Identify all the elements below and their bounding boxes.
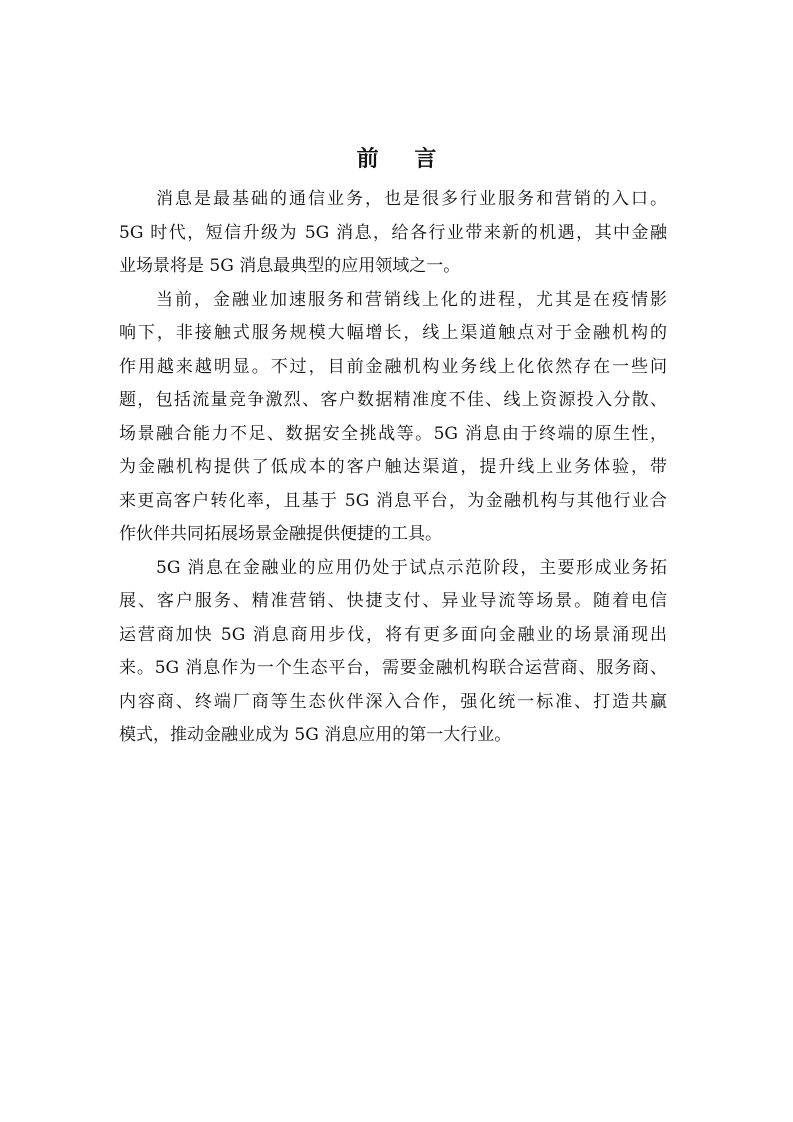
paragraph-line: 运营商加快 5G 消息商用步伐，将有更多面向金融业的场景涌现出 xyxy=(119,624,667,645)
paragraph xyxy=(119,552,667,753)
paragraph-line: 场景融合能力不足、数据安全挑战等。5G 消息由于终端的原生性， xyxy=(119,423,667,444)
paragraph-line: 5G 时代，短信升级为 5G 消息，给各行业带来新的机遇，其中金融 xyxy=(119,222,667,243)
paragraph-line: 展、客户服务、精准营销、快捷支付、异业导流等场景。随着电信 xyxy=(119,591,667,611)
paragraph xyxy=(119,183,667,284)
paragraph-line: 响下，非接触式服务规模大幅增长，线上渠道触点对于金融机构的 xyxy=(119,323,667,343)
paragraph-line: 业场景将是 5G 消息最典型的应用领域之一。 xyxy=(119,256,461,276)
paragraph-line: 消息是最基础的通信业务，也是很多行业服务和营销的入口。 xyxy=(156,189,667,209)
paragraph-line: 来更高客户转化率，且基于 5G 消息平台，为金融机构与其他行业合 xyxy=(119,490,667,511)
paragraph-line: 当前，金融业加速服务和营销线上化的进程，尤其是在疫情影 xyxy=(156,289,667,310)
paragraph xyxy=(119,284,667,552)
paragraph-line: 来。5G 消息作为一个生态平台，需要金融机构联合运营商、服务商、 xyxy=(119,658,667,678)
paragraph-container xyxy=(119,183,667,753)
paragraph-line: 模式，推动金融业成为 5G 消息应用的第一大行业。 xyxy=(119,725,512,745)
paragraph-line: 为金融机构提供了低成本的客户触达渠道，提升线上业务体验，带 xyxy=(119,457,667,477)
paragraph-line: 题，包括流量竞争激烈、客户数据精准度不佳、线上资源投入分散、 xyxy=(119,390,667,410)
preface-body xyxy=(119,183,667,753)
paragraph-line: 5G 消息在金融业的应用仍处于试点示范阶段，主要形成业务拓 xyxy=(156,557,667,578)
page-title: 前 言 xyxy=(356,146,451,172)
paragraph-line: 内容商、终端厂商等生态伙伴深入合作，强化统一标准、打造共赢 xyxy=(119,691,667,712)
paragraph-line: 作用越来越明显。不过，目前金融机构业务线上化依然存在一些问 xyxy=(119,356,667,377)
paragraph-line: 作伙伴共同拓展场景金融提供便捷的工具。 xyxy=(119,524,442,544)
